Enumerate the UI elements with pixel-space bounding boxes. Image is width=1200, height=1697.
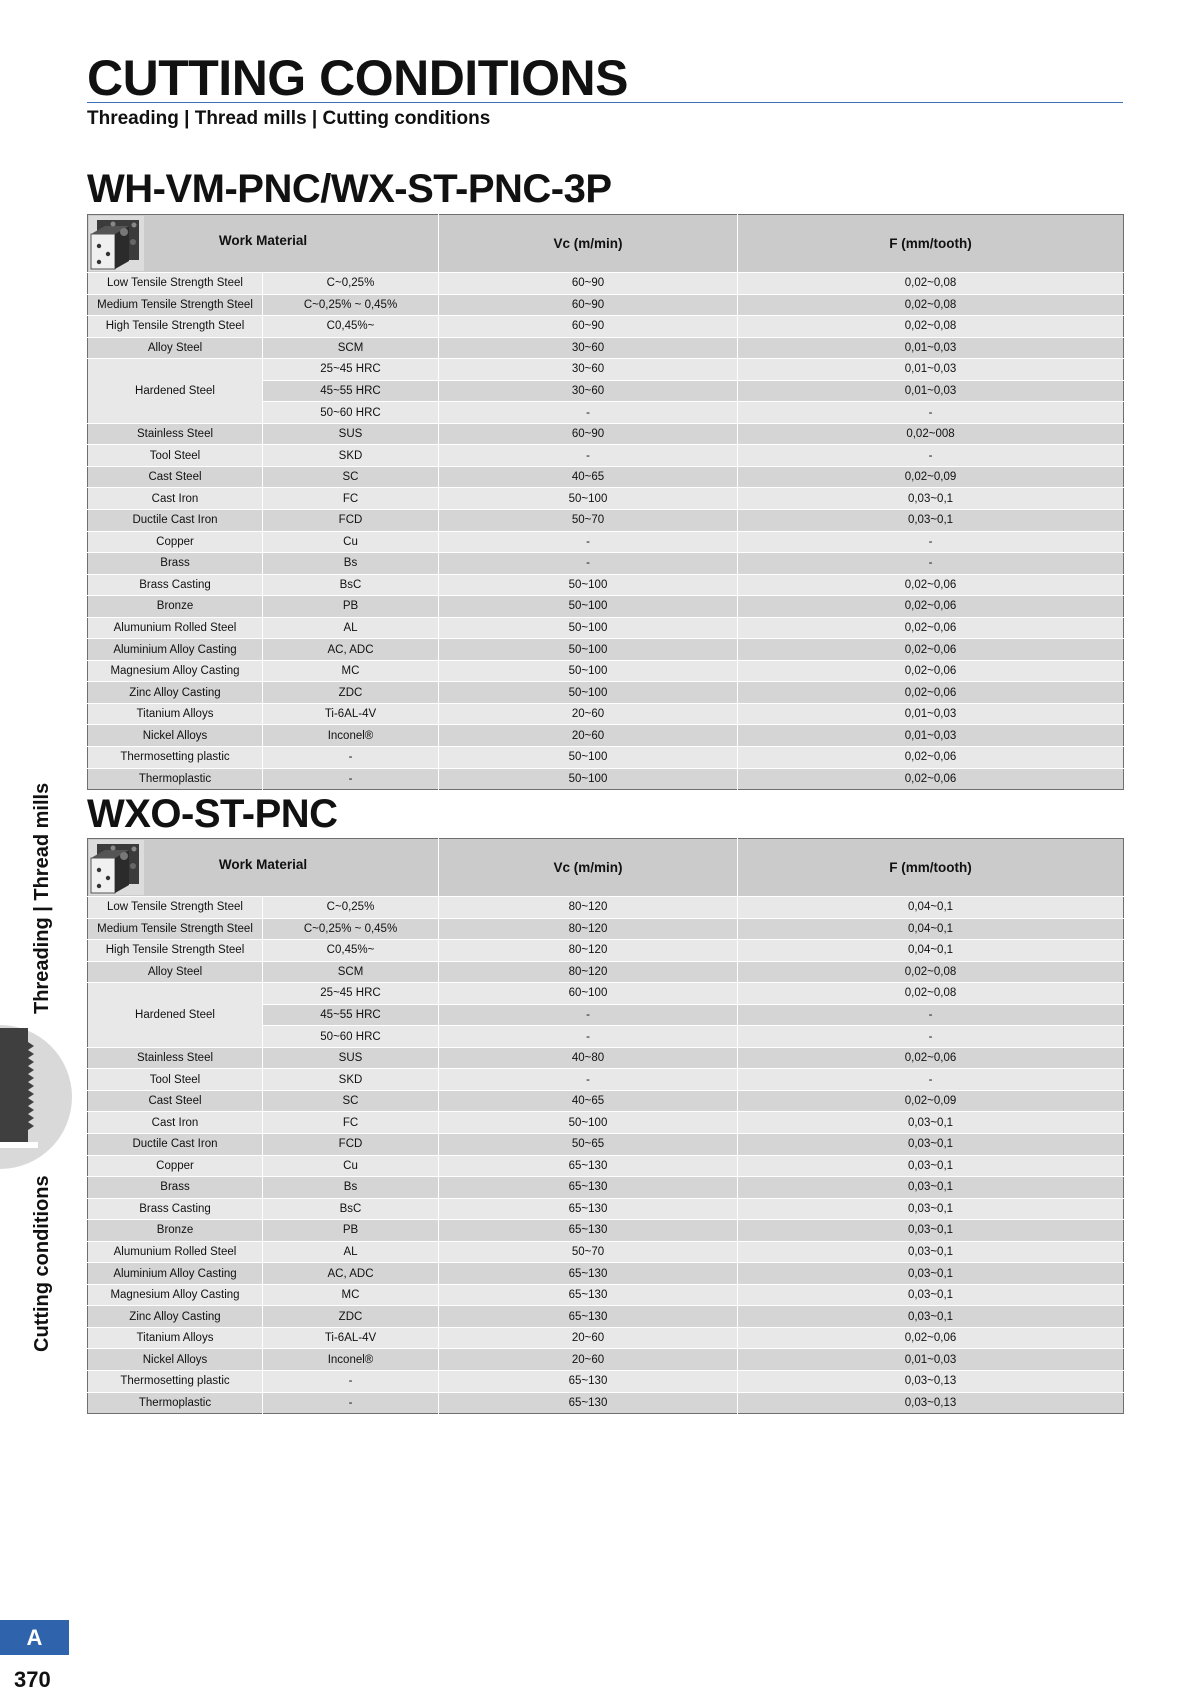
material-code-cell: AC, ADC [263,639,439,661]
cutting-conditions-table [87,214,1124,790]
vc-cell: 50~70 [439,510,738,532]
material-code-cell: MC [263,660,439,682]
material-cell: Thermoplastic [88,1392,263,1414]
vc-cell: 60~90 [439,423,738,445]
vc-cell: 40~65 [439,1090,738,1112]
table-row [88,574,1124,596]
feed-cell: 0,03~0,1 [738,488,1124,510]
material-cell: Low Tensile Strength Steel [88,273,263,295]
vc-cell: 60~90 [439,273,738,295]
material-code-cell: 50~60 HRC [263,1026,439,1048]
material-code-cell: 45~55 HRC [263,1004,439,1026]
vc-header: Vc (m/min) [439,839,738,897]
table-row [88,1241,1124,1263]
feed-cell: 0,03~0,1 [738,1177,1124,1199]
material-code-cell: Ti-6AL-4V [263,1327,439,1349]
material-cell: Magnesium Alloy Casting [88,1284,263,1306]
vc-cell: 50~100 [439,768,738,790]
material-cell: Titanium Alloys [88,1327,263,1349]
feed-cell: 0,03~0,1 [738,1241,1124,1263]
feed-cell: 0,02~0,06 [738,747,1124,769]
feed-cell: - [738,531,1124,553]
material-code-cell: C~0,25% [263,273,439,295]
vc-cell: 50~65 [439,1134,738,1156]
material-cell: Nickel Alloys [88,725,263,747]
vc-cell: 80~120 [439,918,738,940]
material-cell: Cast Iron [88,1112,263,1134]
feed-cell: 0,04~0,1 [738,918,1124,940]
material-cell: Hardened Steel [88,983,263,1048]
thread-mill-icon [0,1024,72,1170]
material-cell: Thermosetting plastic [88,747,263,769]
vc-cell: 65~130 [439,1306,738,1328]
material-code-cell: C0,45%~ [263,316,439,338]
material-code-cell: - [263,1392,439,1414]
vc-cell: 50~100 [439,574,738,596]
vc-cell: 30~60 [439,380,738,402]
feed-cell: - [738,553,1124,575]
material-code-cell: SCM [263,961,439,983]
table-row [88,1047,1124,1069]
material-code-cell: - [263,768,439,790]
feed-cell: 0,01~0,03 [738,703,1124,725]
feed-cell: 0,03~0,1 [738,1263,1124,1285]
feed-cell: 0,02~0,06 [738,596,1124,618]
feed-cell: 0,02~0,06 [738,639,1124,661]
table-row [88,1112,1124,1134]
material-cell: Cast Steel [88,1090,263,1112]
material-cell: Medium Tensile Strength Steel [88,918,263,940]
feed-cell: - [738,402,1124,424]
table-row [88,1371,1124,1393]
table-header-row [88,215,1124,273]
vc-cell: 60~90 [439,294,738,316]
table-row [88,747,1124,769]
vc-cell: 65~130 [439,1392,738,1414]
feed-cell: 0,03~0,13 [738,1371,1124,1393]
material-cell: Stainless Steel [88,1047,263,1069]
vc-cell: 20~60 [439,725,738,747]
feed-cell: 0,03~0,1 [738,1155,1124,1177]
material-code-cell: Ti-6AL-4V [263,703,439,725]
feed-cell: 0,02~0,06 [738,1327,1124,1349]
vc-cell: 50~100 [439,617,738,639]
material-code-cell: FCD [263,510,439,532]
material-code-cell: PB [263,1220,439,1242]
table-row [88,918,1124,940]
table-row [88,703,1124,725]
table-header-row [88,839,1124,897]
vc-cell: 65~130 [439,1198,738,1220]
material-code-cell: ZDC [263,1306,439,1328]
feed-cell: - [738,445,1124,467]
material-cell: High Tensile Strength Steel [88,940,263,962]
feed-cell: 0,02~0,08 [738,316,1124,338]
vc-cell: 30~60 [439,359,738,381]
material-cell: Hardened Steel [88,359,263,424]
material-cell: Nickel Alloys [88,1349,263,1371]
feed-cell: 0,03~0,1 [738,1112,1124,1134]
table-row [88,1284,1124,1306]
feed-cell: 0,02~0,08 [738,961,1124,983]
material-cell: Stainless Steel [88,423,263,445]
material-code-cell: 25~45 HRC [263,359,439,381]
side-section-label: Cutting conditions [31,1175,53,1352]
material-cell: Cast Iron [88,488,263,510]
vc-cell: - [439,402,738,424]
material-cell: Titanium Alloys [88,703,263,725]
material-code-cell: SC [263,1090,439,1112]
table-row [88,1263,1124,1285]
material-code-cell: SCM [263,337,439,359]
feed-cell: 0,04~0,1 [738,940,1124,962]
vc-cell: - [439,445,738,467]
material-cell: Medium Tensile Strength Steel [88,294,263,316]
material-cell: Brass Casting [88,574,263,596]
table-row [88,983,1124,1005]
material-cell: Bronze [88,596,263,618]
vc-cell: 20~60 [439,703,738,725]
table-row [88,531,1124,553]
table-body [88,273,1124,790]
vc-cell: - [439,531,738,553]
vc-cell: 50~100 [439,682,738,704]
material-cell: Aluminium Alloy Casting [88,639,263,661]
material-cell: Copper [88,1155,263,1177]
material-cell: Thermoplastic [88,768,263,790]
vc-cell: 60~90 [439,316,738,338]
material-code-cell: C~0,25% ~ 0,45% [263,294,439,316]
vc-cell: 80~120 [439,897,738,919]
feed-cell: 0,01~0,03 [738,725,1124,747]
vc-cell: - [439,1069,738,1091]
chapter-letter-tab: A [0,1620,69,1655]
vc-cell: 65~130 [439,1177,738,1199]
table-row [88,445,1124,467]
vc-cell: 80~120 [439,961,738,983]
material-cell: Aluminium Alloy Casting [88,1263,263,1285]
table-row [88,660,1124,682]
vc-header: Vc (m/min) [439,215,738,273]
table-row [88,725,1124,747]
material-code-cell: Inconel® [263,1349,439,1371]
feed-cell: 0,02~0,06 [738,768,1124,790]
material-cell: Alumunium Rolled Steel [88,1241,263,1263]
material-code-cell: FCD [263,1134,439,1156]
table-row [88,1327,1124,1349]
vc-cell: 50~100 [439,1112,738,1134]
material-code-cell: FC [263,488,439,510]
material-code-cell: 50~60 HRC [263,402,439,424]
table-row [88,316,1124,338]
vc-cell: 80~120 [439,940,738,962]
material-code-cell: FC [263,1112,439,1134]
feed-cell: 0,03~0,1 [738,510,1124,532]
f-header: F (mm/tooth) [738,839,1124,897]
material-code-cell: AC, ADC [263,1263,439,1285]
material-code-cell: SUS [263,423,439,445]
feed-cell: - [738,1004,1124,1026]
vc-cell: 50~100 [439,488,738,510]
material-code-cell: - [263,1371,439,1393]
vc-cell: 20~60 [439,1349,738,1371]
feed-cell: 0,03~0,13 [738,1392,1124,1414]
material-cell: Copper [88,531,263,553]
feed-cell: 0,02~0,08 [738,983,1124,1005]
vc-cell: 65~130 [439,1371,738,1393]
vc-cell: 40~80 [439,1047,738,1069]
title-rule [87,102,1123,103]
table-row [88,617,1124,639]
feed-cell: 0,02~0,06 [738,574,1124,596]
side-section-label: Threading | Thread mills [31,782,53,1014]
vc-cell: 50~70 [439,1241,738,1263]
material-cell: Tool Steel [88,1069,263,1091]
feed-cell: 0,01~0,03 [738,337,1124,359]
table-row [88,1392,1124,1414]
vc-cell: 50~100 [439,747,738,769]
vc-cell: - [439,1004,738,1026]
material-code-cell: MC [263,1284,439,1306]
feed-cell: 0,02~008 [738,423,1124,445]
material-code-cell: PB [263,596,439,618]
material-code-cell: Bs [263,1177,439,1199]
material-cell: Zinc Alloy Casting [88,682,263,704]
vc-cell: - [439,1026,738,1048]
material-code-cell: SUS [263,1047,439,1069]
f-header: F (mm/tooth) [738,215,1124,273]
feed-cell: 0,02~0,08 [738,273,1124,295]
section-title: WXO-ST-PNC [87,792,338,836]
vc-cell: 60~100 [439,983,738,1005]
material-code-cell: Cu [263,1155,439,1177]
material-code-cell: Cu [263,531,439,553]
vc-cell: 65~130 [439,1284,738,1306]
work-material-header [88,215,439,273]
table-row [88,1155,1124,1177]
feed-cell: 0,01~0,03 [738,359,1124,381]
vc-cell: 40~65 [439,466,738,488]
table-row [88,1306,1124,1328]
table-row [88,897,1124,919]
table-row [88,553,1124,575]
vc-cell: 50~100 [439,660,738,682]
table-row [88,488,1124,510]
material-code-cell: Inconel® [263,725,439,747]
material-cell: Magnesium Alloy Casting [88,660,263,682]
material-code-cell: Bs [263,553,439,575]
feed-cell: 0,02~0,06 [738,660,1124,682]
feed-cell: 0,02~0,09 [738,466,1124,488]
table-row [88,294,1124,316]
material-cell: Alloy Steel [88,337,263,359]
material-cell: High Tensile Strength Steel [88,316,263,338]
vc-cell: 30~60 [439,337,738,359]
feed-cell: 0,03~0,1 [738,1284,1124,1306]
work-material-label: Work Material [218,233,308,248]
material-cell: Ductile Cast Iron [88,1134,263,1156]
table-row [88,1220,1124,1242]
table-row [88,639,1124,661]
section-title: WH-VM-PNC/WX-ST-PNC-3P [87,167,612,211]
table-row [88,682,1124,704]
material-cell: Alumunium Rolled Steel [88,617,263,639]
vc-cell: 50~100 [439,596,738,618]
material-cell: Bronze [88,1220,263,1242]
material-cell: Alloy Steel [88,961,263,983]
material-code-cell: C~0,25% [263,897,439,919]
table-row [88,1090,1124,1112]
page-title: CUTTING CONDITIONS [87,50,628,106]
material-cell: Brass [88,553,263,575]
table-row [88,768,1124,790]
table-row [88,1134,1124,1156]
material-cell: Zinc Alloy Casting [88,1306,263,1328]
material-code-cell: SKD [263,1069,439,1091]
table-row [88,423,1124,445]
feed-cell: 0,03~0,1 [738,1134,1124,1156]
vc-cell: - [439,553,738,575]
feed-cell: 0,02~0,08 [738,294,1124,316]
material-code-cell: C~0,25% ~ 0,45% [263,918,439,940]
material-cell: Brass Casting [88,1198,263,1220]
table-row [88,940,1124,962]
vc-cell: 50~100 [439,639,738,661]
table-row [88,596,1124,618]
table-row [88,273,1124,295]
table-row [88,1069,1124,1091]
feed-cell: 0,02~0,09 [738,1090,1124,1112]
material-code-cell: BsC [263,1198,439,1220]
feed-cell: 0,02~0,06 [738,1047,1124,1069]
material-cell: Low Tensile Strength Steel [88,897,263,919]
work-material-header [88,839,439,897]
table-row [88,510,1124,532]
material-cell: Thermosetting plastic [88,1371,263,1393]
page-number: 370 [14,1667,51,1692]
feed-cell: 0,03~0,1 [738,1220,1124,1242]
material-code-cell: - [263,747,439,769]
feed-cell: 0,03~0,1 [738,1306,1124,1328]
material-cell: Ductile Cast Iron [88,510,263,532]
material-code-cell: BsC [263,574,439,596]
table-row [88,466,1124,488]
material-cell: Cast Steel [88,466,263,488]
material-code-cell: C0,45%~ [263,940,439,962]
cutting-conditions-table [87,838,1124,1414]
material-code-cell: SC [263,466,439,488]
table-row [88,337,1124,359]
material-code-cell: 45~55 HRC [263,380,439,402]
table-row [88,1349,1124,1371]
material-code-cell: SKD [263,445,439,467]
table-row [88,1198,1124,1220]
feed-cell: - [738,1069,1124,1091]
table-row [88,1177,1124,1199]
feed-cell: 0,03~0,1 [738,1198,1124,1220]
work-material-label: Work Material [218,857,308,872]
material-code-cell: ZDC [263,682,439,704]
table-row [88,961,1124,983]
feed-cell: 0,02~0,06 [738,617,1124,639]
breadcrumb: Threading | Thread mills | Cutting conditions [87,108,491,129]
material-code-cell: 25~45 HRC [263,983,439,1005]
feed-cell: 0,01~0,03 [738,380,1124,402]
feed-cell: 0,04~0,1 [738,897,1124,919]
feed-cell: - [738,1026,1124,1048]
vc-cell: 65~130 [439,1155,738,1177]
material-cell: Brass [88,1177,263,1199]
vc-cell: 65~130 [439,1220,738,1242]
vc-cell: 20~60 [439,1327,738,1349]
table-row [88,359,1124,381]
feed-cell: 0,02~0,06 [738,682,1124,704]
feed-cell: 0,01~0,03 [738,1349,1124,1371]
material-code-cell: AL [263,1241,439,1263]
material-code-cell: AL [263,617,439,639]
table-body [88,897,1124,1414]
material-cell: Tool Steel [88,445,263,467]
vc-cell: 65~130 [439,1263,738,1285]
